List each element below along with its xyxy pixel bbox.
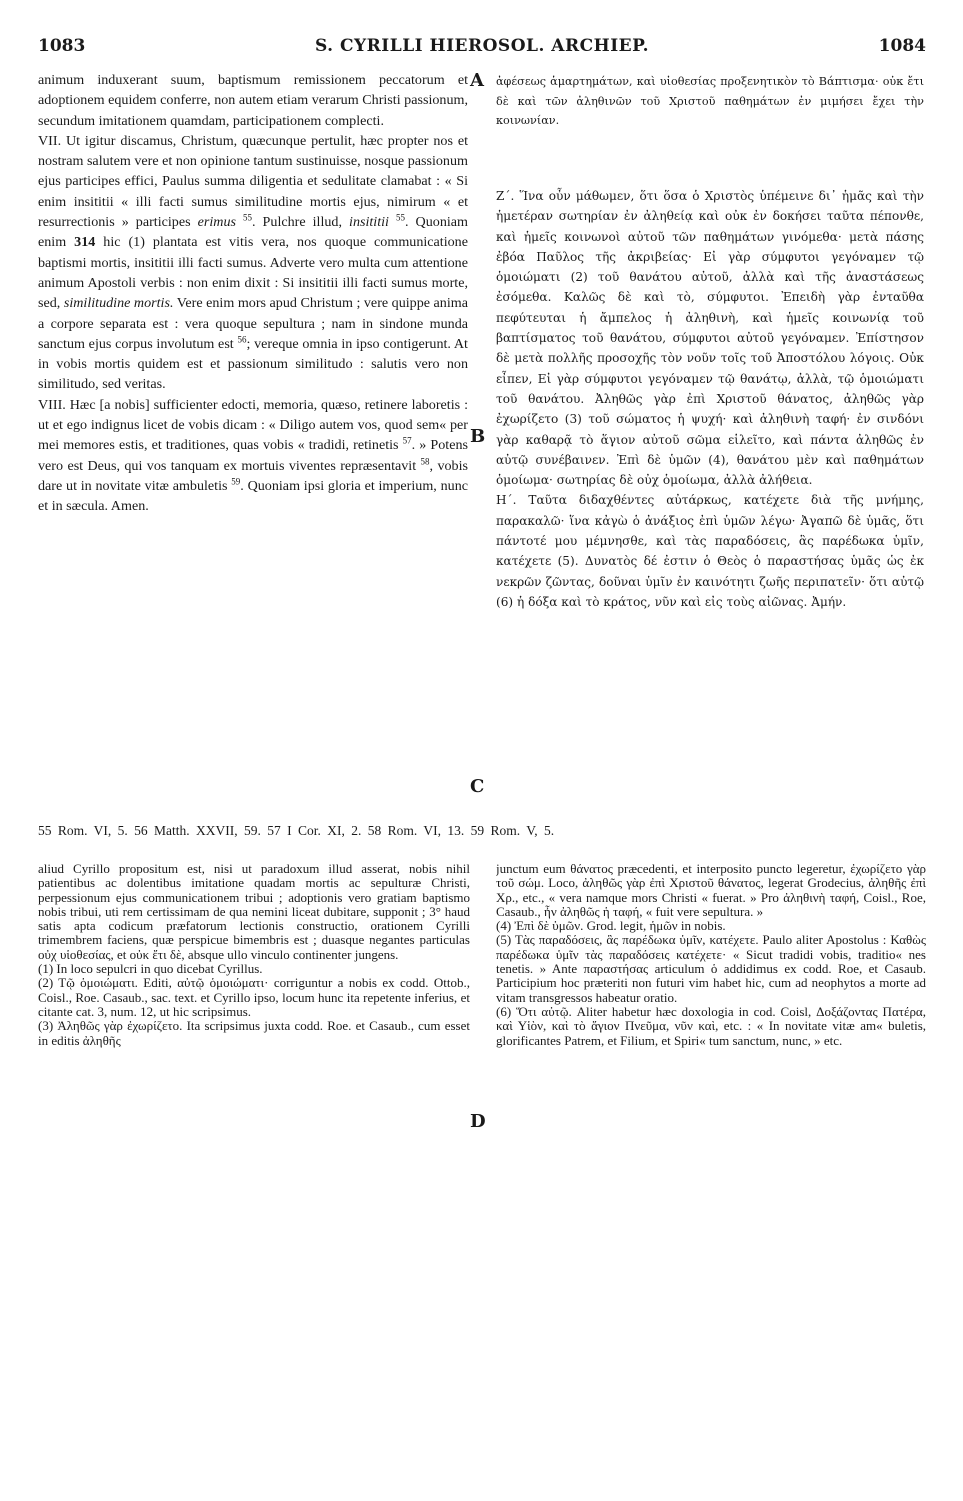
note: junctum eum θάνατος præcedenti, et interposito puncto legeretur, ἐχωρίζετο γὰρ τοῦ σώμ. Loco, ἀληθῶς γὰρ ἐπὶ Χριστοῦ θάνατος, legerat Grodecius, ἀληθῆς ἐπὶ Χρ., etc., « vera namque mors Christi « fuerat. » Pro ἀληθινὴ ταφή, Coisl., Roe, Casaub., ἦν ἀληθῶς ἡ ταφή, « fuit vere sepultura. » (496, 862, 926, 919)
note: (2) Τῷ ὁμοιώματι. Editi, αὐτῷ ὁμοιώματι· corriguntur a nobis ex codd. Ottob., Coisl., Roe. Casaub., sac. text. et Cyrillo ipso, locum hunc ita repetente inferius, et citante cat. 3, num. 12, ut hic scripsimus. (38, 975, 470, 1019)
margin-letter-c: C (470, 776, 485, 797)
margin-letter-d: D (470, 1111, 486, 1132)
greek-section-h: Η΄. Ταῦτα διδαχθέντες αὐτάρκως, κατέχετε διὰ τῆς μνήμης, παρακαλῶ· ἵνα κἀγὼ ὁ ἀνάξιος ἐπὶ ὑμῶν λέγω· Ἀγαπῶ δὲ ὑμᾶς, ὅτι πάντοτέ μου μέμνησθε, καὶ τὰς παραδόσεις, ἃς παρέδωκα ὑμῖν, κατέχετε (5). Δυνατὸς δέ ἐστιν ὁ Θεὸς ὁ παραστήσας ὑμᾶς ὡς ἐκ νεκρῶν ζῶντας, δοῦναι ὑμῖν ἐν καινότητι ζωῆς περιπατεῖν· ὅτι αὐτῷ (6) ἡ δόξα καὶ τὸ κράτος, νῦν καὶ εἰς τοὺς αἰῶνας. Ἀμήν. (496, 493, 924, 609)
notes-right (496, 862, 926, 1048)
greek-section-z: Ζ΄. Ἵνα οὖν μάθωμεν, ὅτι ὅσα ὁ Χριστὸς ὑπέμεινε δι᾽ ἡμᾶς καὶ τὴν ἡμετέραν σωτηρίαν ἐν ἀληθείᾳ καὶ οὐκ ἐν δοκήσει ταῦτα πέπονθε, καὶ ἡμεῖς κοινωνοὶ αὐτοῦ τῶν παθημάτων γινόμεθα· μετὰ πάσης ἐβόα Παῦλος τῆς ἀκριβείας· Εἰ γὰρ σύμφυτοι γεγόναμεν τῷ ὁμοιώματι (2) τοῦ θανάτου αὐτοῦ, ἀλλὰ καὶ τῆς ἀναστάσεως ἐσόμεθα. Καλῶς δὲ καὶ τὸ, σύμφυτοι. Ἐπειδὴ γὰρ ἐνταῦθα πεφύτευται ἡ ἄμπελος ἡ ἀληθινὴ, καὶ ἡμεῖς κοινωνίᾳ τοῦ βαπτίσματος τοῦ θανάτου, σύμφυτοι αὐτοῦ γεγόναμεν. Ἐπίστησον δὲ μετὰ πολλῆς προσοχῆς τὸν νοῦν τοῖς τοῦ Ἀποστόλου λόγοις. Οὐκ εἶπεν, Εἰ γὰρ σύμφυτοι γεγόναμεν τῷ θανάτῳ, ἀλλὰ, τῷ ὁμοιώματι τοῦ θανάτου. Ἀληθῶς γὰρ ἐπὶ Χριστοῦ θάνατος, ἀληθῶς γὰρ ἐχωρίζετο (3) τοῦ σώματος ἡ ψυχή· καὶ ἀληθινὴ ταφή· ἐν σινδόνι γὰρ καθαρᾷ τὸ ἅγιον αὐτοῦ σῶμα εἱλεῖτο, καὶ πάντα ἀληθῶς ἐν αὐτῷ συνέβαινεν. Ἐπὶ δὲ ὑμῶν (4), θανάτου μὲν καὶ παθημάτων ὁμοίωμα· σωτηρίας δὲ οὐχ ὁμοίωμα, ἀλλὰ ἀλήθεια. (496, 189, 924, 488)
column-number-left: 1083 (38, 36, 86, 56)
original-page-marker: 314 (74, 234, 96, 251)
running-title: S. CYRILLI HIEROSOL. ARCHIEP. (314, 36, 650, 56)
note: (1) In loco sepulcri in quo dicebat Cyrillus. (38, 961, 263, 977)
note: (3) Ἀληθῶς γὰρ ἐχωρίζετο. Ita scripsimus juxta codd. Roe. et Casaub., cum esset in editis ἀληθῆς (38, 1018, 470, 1048)
notes-left (38, 862, 470, 1048)
scripture-references: 55 Rom. VI, 5. 56 Matth. XXVII, 59. 57 I Cor. XI, 2. 58 Rom. VI, 13. 59 Rom. V, 5. (38, 823, 555, 838)
greek-column (496, 186, 924, 612)
latin-section-viii: VIII. Hæc [a nobis] sufficienter edocti, memoria, quæso, retinere laboretis : ut et ego indignus licet de vobis dicam : « Diligo autem vos, quod sem« per mei memores estis, et traditiones, quas vobis « tradidi, retinetis $^{57}$. » Potens vero est Deus, qui vos tanquam ex mortuis viventes repræsentavit $^{58}$, vobis dare ut in novitate vitæ ambuletis $^{59}$. Quoniam ipsi gloria et imperium, nunc et in sæcula. Amen. (38, 396, 468, 515)
note: (6) Ὅτι αὐτῷ. Aliter habetur hæc doxologia in cod. Coisl, Δοξάζοντας Πατέρα, καὶ Υἱὸν, καὶ τὸ ἅγιον Πνεῦμα, νῦν καὶ, etc. : « In novitate vitæ am« buletis, glorificantes Patrem, et Filium, et Spiri« tum sanctum, nunc, » etc. (496, 1003, 926, 1048)
latin-opening: animum induxerant suum, baptismum remissionem peccatorum et adoptionem equidem conferre, non autem etiam verarum Christi passionum, secundum imitationem quamdam, participationem complecti. (38, 72, 468, 129)
note: (5) Τὰς παραδόσεις, ἃς παρέδωκα ὑμῖν, κατέχετε. Paulo aliter Apostolus : Καθὼς παρέδωκα ὑμῖν τὰς παραδόσεις κατέχετε· « Sicut tradidi vobis, traditio« nes tenetis. » Ante παραστήσας articulum ὁ addidimus ex codd. Roe, et Casaub. Participium hoc præteriti non futuri vim habet hic, cum ad neophytos a morte ad vitam transgressos habeatur oratio. (496, 932, 926, 1005)
note: aliud Cyrillo propositum est, nisi ut paradoxum illud asserat, nobis nihil patientibus ac dolentibus imitatione quadam mortis ac sepulturæ Christi, perpessionum ejus communicationem tribui ; adoptionis vero gratiam baptismo nobis tribui, uti rem certissimam de qua nemini liceat dubitare, supponit ; 3° haud satis apta codicum præfatorum lectionis constructio, orationem Cyrilli trimembrem faciens, quæ perspicue bimembris est ; duasque negantes particulas οὐχ υἱοθεσίας, et οὐκ ἔτι δὲ, absque ullo vinculo continenter jungens. (38, 862, 470, 962)
margin-letter-a: A (470, 70, 484, 91)
latin-column (38, 70, 468, 517)
margin-letter-b: B (470, 426, 486, 447)
column-number-right: 1084 (878, 36, 926, 56)
latin-section-vii: VII. Ut igitur discamus, Christum, quæcunque pertulit, hæc propter nos et nostram salutem vere et non opinione tantum sustinuisse, nosque passionum ejus participes effici, Paulus summa diligentia et sedulitate clamabat : « Si enim insititii « illi facti sumus similitudine mortis ejus, nimirum « et resurrectionis » participes erimus $^{55}$. Pulchre illud, insititii $^{55}$. Quoniam enim 314 hic (1) plantata est vitis vera, nos quoque communicatione baptismi mortis, insititii illi facti sumus. Adverte vero multa cum attentione animum Apostoli verbis : non enim dixit : Si insititii illi facti sumus morte, sed, similitudine mortis. Vere enim mors apud Christum ; vere quippe anima a corpore separata est : vera quoque sepultura ; nam in sindone munda sanctum ejus corpus involutum est $^{56}$; vereque omnia in ipso contigerunt. At in vobis mortis quidem est et passionum similitudo : salutis vero non similitudo, sed veritas. (38, 132, 468, 393)
greek-opening: ἀφέσεως ἁμαρτημάτων, καὶ υἱοθεσίας προξενητικὸν τὸ Βάπτισμα· οὐκ ἔτι δὲ καὶ τῶν ἀληθινῶν τοῦ Χριστοῦ παθημάτων ἐν μιμήσει ἔχει τὴν κοινωνίαν. (496, 75, 924, 127)
page-header (38, 36, 926, 60)
note: (4) Ἐπὶ δὲ ὑμῶν. Grod. legit, ἡμῶν in nobis. (496, 918, 726, 934)
